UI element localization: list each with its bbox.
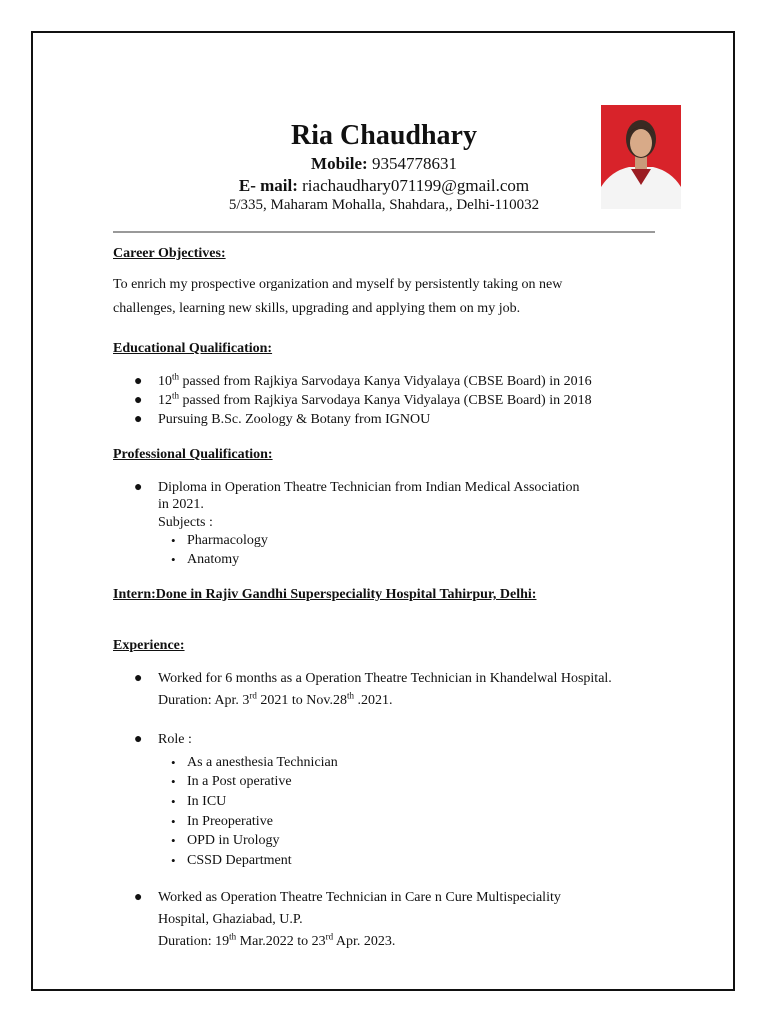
education-item-3: Pursuing B.Sc. Zoology & Botany from IGNOU xyxy=(158,412,431,427)
intern-heading: Intern:Done in Rajiv Gandhi Superspeciality Hospital Tahirpur, Delhi: xyxy=(113,587,537,602)
sub-bullet-icon: • xyxy=(171,853,176,868)
sub-bullet-icon: • xyxy=(171,755,176,770)
bullet-icon: ● xyxy=(134,393,143,408)
address: 5/335, Maharam Mohalla, Shahdara,, Delhi-110032 xyxy=(228,197,540,213)
email-label: E- mail: xyxy=(238,176,298,195)
role-label: Role : xyxy=(158,732,192,747)
sub-bullet-icon: • xyxy=(171,794,176,809)
role-item: OPD in Urology xyxy=(187,833,280,848)
education-heading: Educational Qualification: xyxy=(113,341,273,356)
professional-line-1: Diploma in Operation Theatre Technician from Indian Medical Association xyxy=(158,480,580,495)
job-2-duration: Duration: 19th Mar.2022 to 23rd Apr. 2023. xyxy=(158,931,396,949)
role-item: In a Post operative xyxy=(187,774,292,789)
role-item: In ICU xyxy=(187,794,227,809)
career-line-1: To enrich my prospective organization and myself by persistently taking on new xyxy=(113,277,563,292)
subjects-label: Subjects : xyxy=(158,515,213,530)
sub-bullet-icon: • xyxy=(171,533,176,548)
mobile-label: Mobile: xyxy=(311,154,368,173)
role-item: CSSD Department xyxy=(187,853,292,868)
sub-bullet-icon: • xyxy=(171,814,176,829)
professional-line-2: in 2021. xyxy=(158,497,204,512)
subject-item: Anatomy xyxy=(187,552,240,567)
job-2-line-2: Hospital, Ghaziabad, U.P. xyxy=(158,912,303,927)
bullet-icon: ● xyxy=(134,480,143,495)
education-item-2: 12th passed from Rajkiya Sarvodaya Kanya Vidyalaya (CBSE Board) in 2018 xyxy=(158,390,592,408)
education-item-1: 10th passed from Rajkiya Sarvodaya Kanya Vidyalaya (CBSE Board) in 2016 xyxy=(158,371,592,389)
career-heading: Career Objectives: xyxy=(113,246,226,261)
bullet-icon: ● xyxy=(134,374,143,389)
subject-item: Pharmacology xyxy=(187,533,268,548)
professional-heading: Professional Qualification: xyxy=(113,447,273,462)
sub-bullet-icon: • xyxy=(171,833,176,848)
bullet-icon: ● xyxy=(134,732,143,747)
bullet-icon: ● xyxy=(134,890,143,905)
header-divider xyxy=(113,231,655,233)
role-item: As a anesthesia Technician xyxy=(187,755,338,770)
bullet-icon: ● xyxy=(134,671,143,686)
candidate-name: Ria Chaudhary xyxy=(291,120,477,151)
job-1-line-1: Worked for 6 months as a Operation Theatre Technician in Khandelwal Hospital. xyxy=(158,671,612,686)
email-value: riachaudhary071199@gmail.com xyxy=(302,176,530,195)
bullet-icon: ● xyxy=(134,412,143,427)
sub-bullet-icon: • xyxy=(171,774,176,789)
job-2-line-1: Worked as Operation Theatre Technician in Care n Cure Multispeciality xyxy=(158,890,561,905)
profile-photo xyxy=(601,105,681,209)
experience-heading: Experience: xyxy=(113,638,185,653)
career-line-2: challenges, learning new skills, upgrading and applying them on my job. xyxy=(113,301,521,316)
job-1-duration: Duration: Apr. 3rd 2021 to Nov.28th .2021. xyxy=(158,690,393,708)
sub-bullet-icon: • xyxy=(171,552,176,567)
role-item: In Preoperative xyxy=(187,814,273,829)
mobile-value: 9354778631 xyxy=(371,154,457,173)
